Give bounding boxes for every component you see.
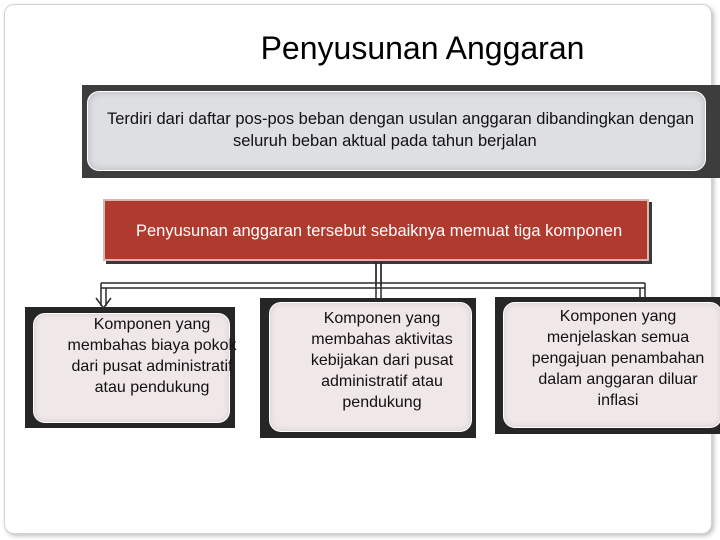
component-2-line: administratif atau xyxy=(321,373,443,390)
component-3-text xyxy=(518,306,718,411)
banner-text: Penyusunan anggaran tersebut sebaiknya memuat tiga komponen xyxy=(136,222,623,240)
component-1-line: Komponen yang xyxy=(93,316,211,333)
component-2-line: Komponen yang xyxy=(323,310,441,327)
component-1-line: membahas biaya pokok xyxy=(67,337,237,354)
component-2-line: pendukung xyxy=(342,394,422,411)
slide-title: Penyusunan Anggaran xyxy=(260,30,585,66)
component-2-line: kebijakan dari pusat xyxy=(310,352,454,369)
component-1-line: dari pusat administratif xyxy=(71,358,233,375)
description-line-2: seluruh beban aktual pada tahun berjalan xyxy=(233,132,537,150)
component-1-text xyxy=(52,314,252,398)
component-2-line: membahas aktivitas xyxy=(311,331,453,348)
component-1-line: atau pendukung xyxy=(94,379,210,396)
component-3-line: menjelaskan semua xyxy=(546,329,690,346)
component-3-line: dalam anggaran diluar xyxy=(538,371,698,388)
component-3-line: Komponen yang xyxy=(559,308,677,325)
description-line-1: Terdiri dari daftar pos-pos beban dengan usulan anggaran dibandingkan dengan xyxy=(107,110,695,128)
component-2-text xyxy=(282,308,482,413)
component-3-line: inflasi xyxy=(597,392,639,409)
component-3-line: pengajuan penambahan xyxy=(531,350,705,367)
